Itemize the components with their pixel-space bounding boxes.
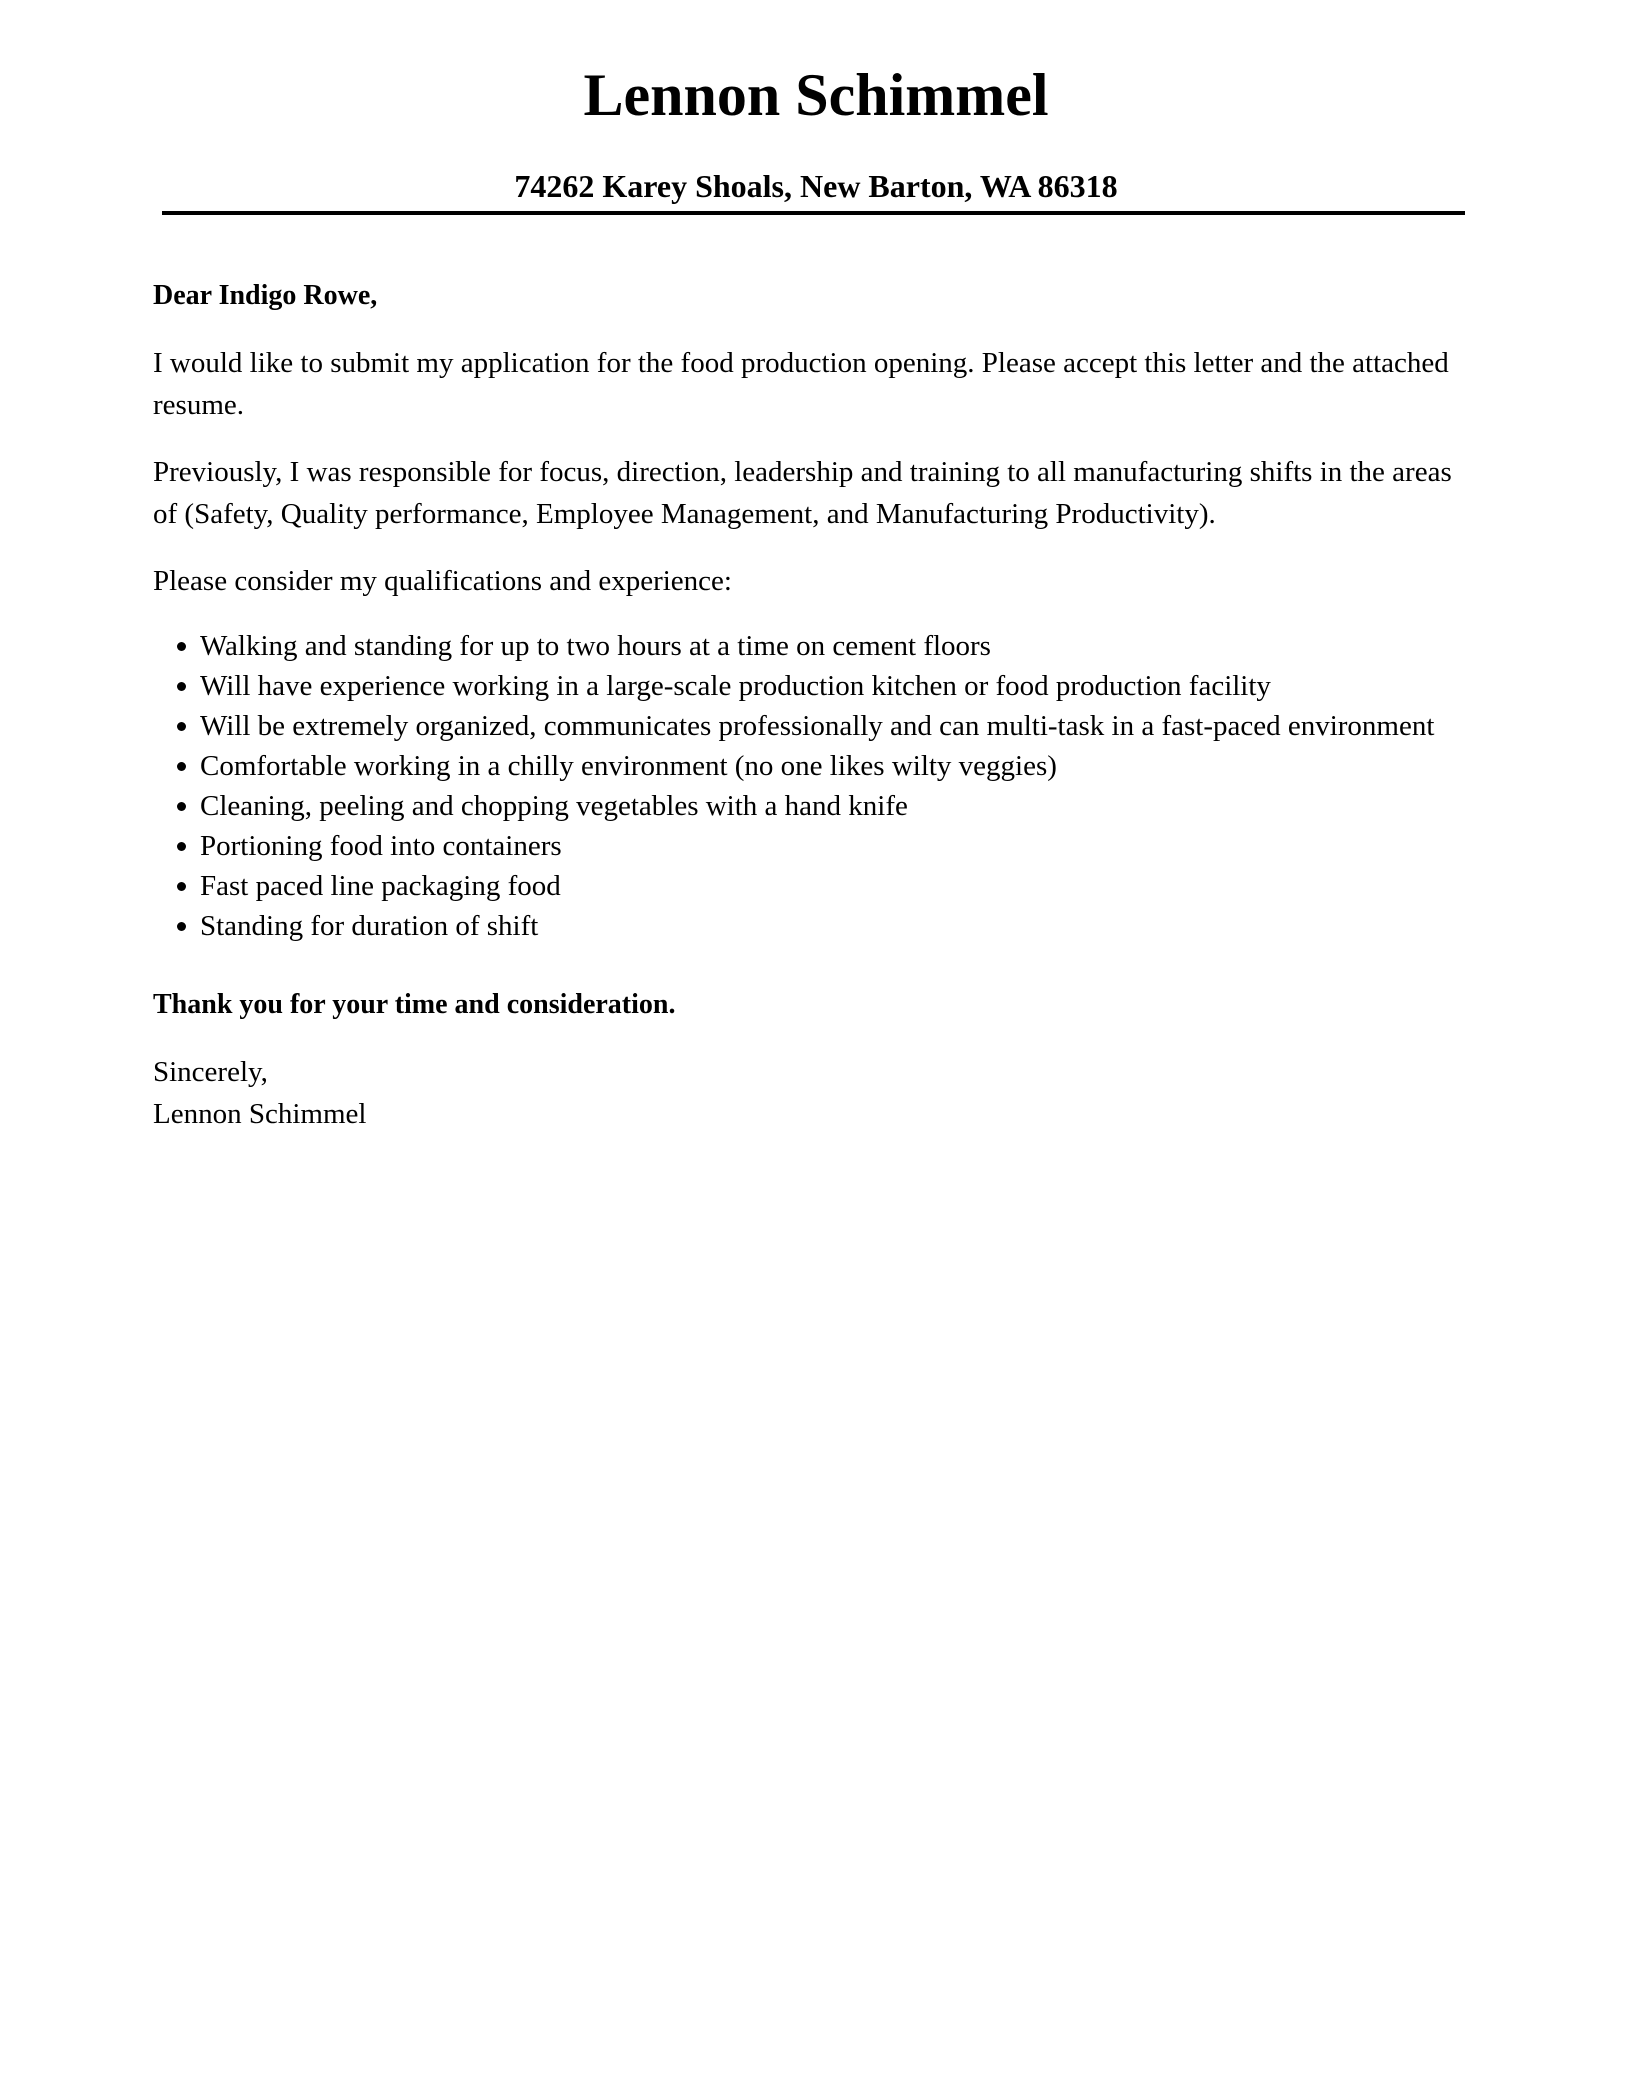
list-item: [153, 826, 1473, 866]
closing: Sincerely,: [153, 1055, 268, 1088]
qualifications-list: [153, 626, 1473, 946]
list-item: [153, 666, 1473, 706]
bullet-icon: [177, 882, 186, 891]
list-item-text: Cleaning, peeling and chopping vegetables with a hand knife: [200, 790, 908, 822]
list-item-text: Comfortable working in a chilly environment (no one likes wilty veggies): [200, 750, 1057, 782]
list-item-text: Walking and standing for up to two hours at a time on cement floors: [200, 630, 991, 662]
bullet-icon: [177, 802, 186, 811]
list-item-text: Portioning food into containers: [200, 830, 562, 862]
bullet-icon: [177, 682, 186, 691]
bullet-icon: [177, 842, 186, 851]
list-item-text: Will have experience working in a large-scale production kitchen or food production facility: [200, 670, 1271, 702]
bullet-icon: [177, 762, 186, 771]
list-item-text: Standing for duration of shift: [200, 910, 539, 942]
list-item: [153, 786, 1473, 826]
experience-paragraph: Previously, I was responsible for focus, direction, leadership and training to all manufacturing shifts in the areas of (Safety, Quality performance, Employee Management, and Manufacturing Productivity).: [153, 455, 1452, 530]
salutation: Dear Indigo Rowe,: [153, 280, 378, 311]
intro-paragraph: I would like to submit my application for the food production opening. Please accept this letter and the attached resume.: [153, 346, 1449, 421]
signature: Lennon Schimmel: [153, 1098, 367, 1130]
bullet-icon: [177, 922, 186, 931]
list-item: [153, 746, 1473, 786]
list-item: [153, 866, 1473, 906]
list-item-text: Fast paced line packaging food: [200, 870, 561, 902]
thank-you-line: Thank you for your time and consideration.: [153, 989, 676, 1020]
list-item: [153, 706, 1473, 746]
qualifications-intro: Please consider my qualifications and experience:: [153, 564, 732, 597]
list-item: [153, 906, 1473, 946]
header-divider: [162, 211, 1465, 215]
bullet-icon: [177, 642, 186, 651]
letter-body: [153, 275, 1473, 1136]
list-item-text: Will be extremely organized, communicates professionally and can multi-task in a fast-paced environment: [200, 710, 1435, 742]
applicant-address: 74262 Karey Shoals, New Barton, WA 86318: [514, 168, 1118, 204]
list-item: [153, 626, 1473, 666]
bullet-icon: [177, 722, 186, 731]
applicant-name: Lennon Schimmel: [583, 62, 1049, 128]
